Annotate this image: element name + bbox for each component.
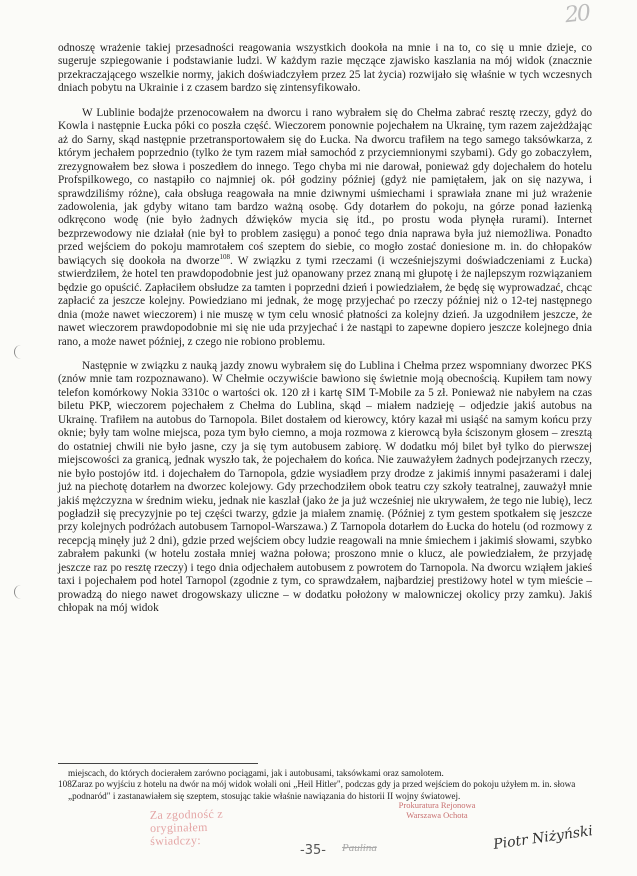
signature: Piotr Niżyński: [492, 823, 594, 853]
footnote-continuation: miejscach, do których docierałem zarówno pociągami, jak i autobusami, taksówkami oraz samolotem.: [68, 768, 444, 778]
official-stamp: Prokuratura Rejonowa Warszawa Ochota: [398, 800, 476, 820]
handwritten-page-number: 20: [563, 0, 591, 29]
page-number: -35-: [300, 843, 326, 858]
margin-bracket-mark: [14, 345, 23, 359]
footnote-ref-108: 108: [219, 253, 231, 262]
footnote-divider: [58, 763, 258, 764]
main-text: [58, 42, 592, 616]
paragraph-2: W Lublinie bodajże przenocowałem na dworcu i rano wybrałem się do Chełma zabrać resztę rzeczy, gdyż do Kowla i następnie Łucka póki co poszła część. Wieczorem ponownie pojechałem na Ukrainę, tym razem zajeżdżając aż do Sarny, skąd następnie przetransportowałem się do Łucka. Na dworcu trafiłem na tego samego taksówkarza, z którym jechałem poprzednio (tylko że tym razem miał samochód z przyciemnionymi szybami). Gdy go zobaczyłem, zrezygnowałem bez słowa i poszedłem do innego. Tego chyba mi nie darował, ponieważ gdy dojechałem do hotelu Profspilkowego, co nastąpiło co najmniej ok. pół godziny później (gdyż nie pamiętałem, jak on się nazywa, i sprawdziliśmy różne), cała obsługa reagowała na mnie dziwnymi uśmiechami i sprawiała znane mi już wrażenie zadowolenia, jak gdyby witano tam bardzo ważną osobę. Gdy dotarłem do pokoju, na górze ponad łazienką odkręcono wodę (nie było żadnych dźwięków mycia się itd., po prostu woda płynęła rurami). Internet bezprzewodowy nie działał (nie był to problem zasięgu) a ponoć tego dnia naprawa była już niemożliwa. Ponadto przed wejściem do pokoju mamrotałem coś szeptem do siebie, co mogło zostać doniesione m. in. do chłopaków bawiących się dookoła na dworze$^{108}$. W związku z tymi rzeczami (i wcześniejszymi doświadczeniami z Łucka) stwierdziłem, że hotel ten prawdopodobnie jest już opanowany przez znaną mi głupotę i że najlepszym rozwiązaniem będzie go opuścić. Zapłaciłem obsłudze za tamten i poprzedni dzień i powiedziałem, że będę się wyprowadzać, chcąc zapłacić za jeszcze kolejny. Powiedziano mi jednak, że mogę przyjechać po rzeczy później niż o 12-tej następnego dnia (może nawet wieczorem) i nie muszę w tym celu wnosić płatności za kolejny dzień. Ja uzgodniłem jeszcze, że nawet wieczorem prawdopodobnie mi się nie uda przyjechać i że nastąpi to zapewne dopiero jeszcze kolejnego dnia rano, a może nawet później, z czego nie robiono problemu.: [58, 106, 592, 348]
margin-bracket-mark: [14, 585, 23, 599]
footnote-108: 108Zaraz po wyjściu z hotelu na dwór na mój widok wołali oni „Heil Hitler", podczas gdy ja przed wejściem do pokoju użyłem m. in. słowa „podnaród" i zastanawiałem się szeptem, stosując takie właśnie nawiązania do historii II wojny światowej.: [58, 779, 576, 801]
stamp-name: Paulina: [342, 842, 377, 854]
footnotes: [58, 768, 592, 802]
paragraph-1: odnoszę wrażenie takiej przesadności reagowania wszystkich dookoła na mnie i na to, co się u mnie dzieje, co sugeruje szpiegowanie i podstawianie ludzi. W każdym razie męczące zjawisko kaszlania na mój widok (znacznie przekraczającego wszelkie normy, jakich doświadczyłem przez 25 lat życia) rozwijało się właśnie w tych wczesnych dniach pobytu na Ukrainie i z czasem bardzo się zintensyfikowało.: [58, 42, 592, 95]
paragraph-3: Następnie w związku z nauką jazdy znowu wybrałem się do Lublina i Chełma przez wspomniany dworzec PKS (znów mnie tam rozpoznawano). W Chełmie oczywiście bawiono się świetnie moją obecnością. Kupiłem tam nowy telefon komórkowy Nokia 3310c o wartości ok. 120 zł i kartę SIM T-Mobile za 5 zł. Ponieważ nie nabyłem na czas biletu PKP, wieczorem pojechałem z Chełma do Lublina, skąd – miałem nadzieję – odjedzie jakiś autobus na Ukrainę. Trafiłem na autobus do Tarnopola. Bilet dostałem od kierowcy, który kazał mi usiąść na samym końcu przy oknie; były tam wolne miejsca, poza tym było ciemno, a moja rozmowa z kierowcą była ściszonym głosem – zresztą do ostatniej chwili nie było jasne, czy ja się tym autobusem zabiorę. W dodatku mój bilet był tylko do pierwszej miejscowości za granicą, jednak wyszło tak, że pojechałem do końca. Nie zauważyłem żadnych podejrzanych rzeczy, nie było postojów itd. i dojechałem do Tarnopola, gdzie wysiadłem przy drodze z jakimiś innymi pasażerami i dalej już na piechotę dotarłem na dworzec kolejowy. Gdy przechodziłem obok teatru czy szkoły teatralnej, zauważył mnie jakiś mężczyzna w średnim wieku, jednak nie kaszlał (jako że ja już wcześniej nie ukrywałem, że tego nie lubię), lecz pogładził się precyzyjnie po tej części twarzy, gdzie ja miałem znamię. (Później z tym gestem spotkałem się jeszcze przy kolejnych podróżach autobusem Tarnopol-Warszawa.) Z Tarnopola dotarłem do Łucka do hotelu (od rozmowy z recepcją minęły już 2 dni), gdzie przed wejściem obcy ludzie reagowali na mnie śmiechem i jakimiś słowami, szybko zabrałem pakunki (w hotelu została mniej ważna połowa; proszono mnie o klucz, ale powiedziałem, że przyjadę jeszcze raz po resztę rzeczy) i tego dnia odjechałem autobusem z powrotem do Tarnopola. Na dworcu wziąłem jakieś taxi i pojechałem pod hotel Tarnopol (zgodnie z tym, co sprawdzałem, najbardziej prestiżowy hotel w tym mieście – prowadzą do niego nawet drogowskazy uliczne – w dodatku położony w malowniczej okolicy przy zamku). Jakiś chłopak na mój widok: [58, 359, 592, 615]
certification-stamp: Za zgodność z oryginałem świadczy:: [149, 806, 224, 848]
